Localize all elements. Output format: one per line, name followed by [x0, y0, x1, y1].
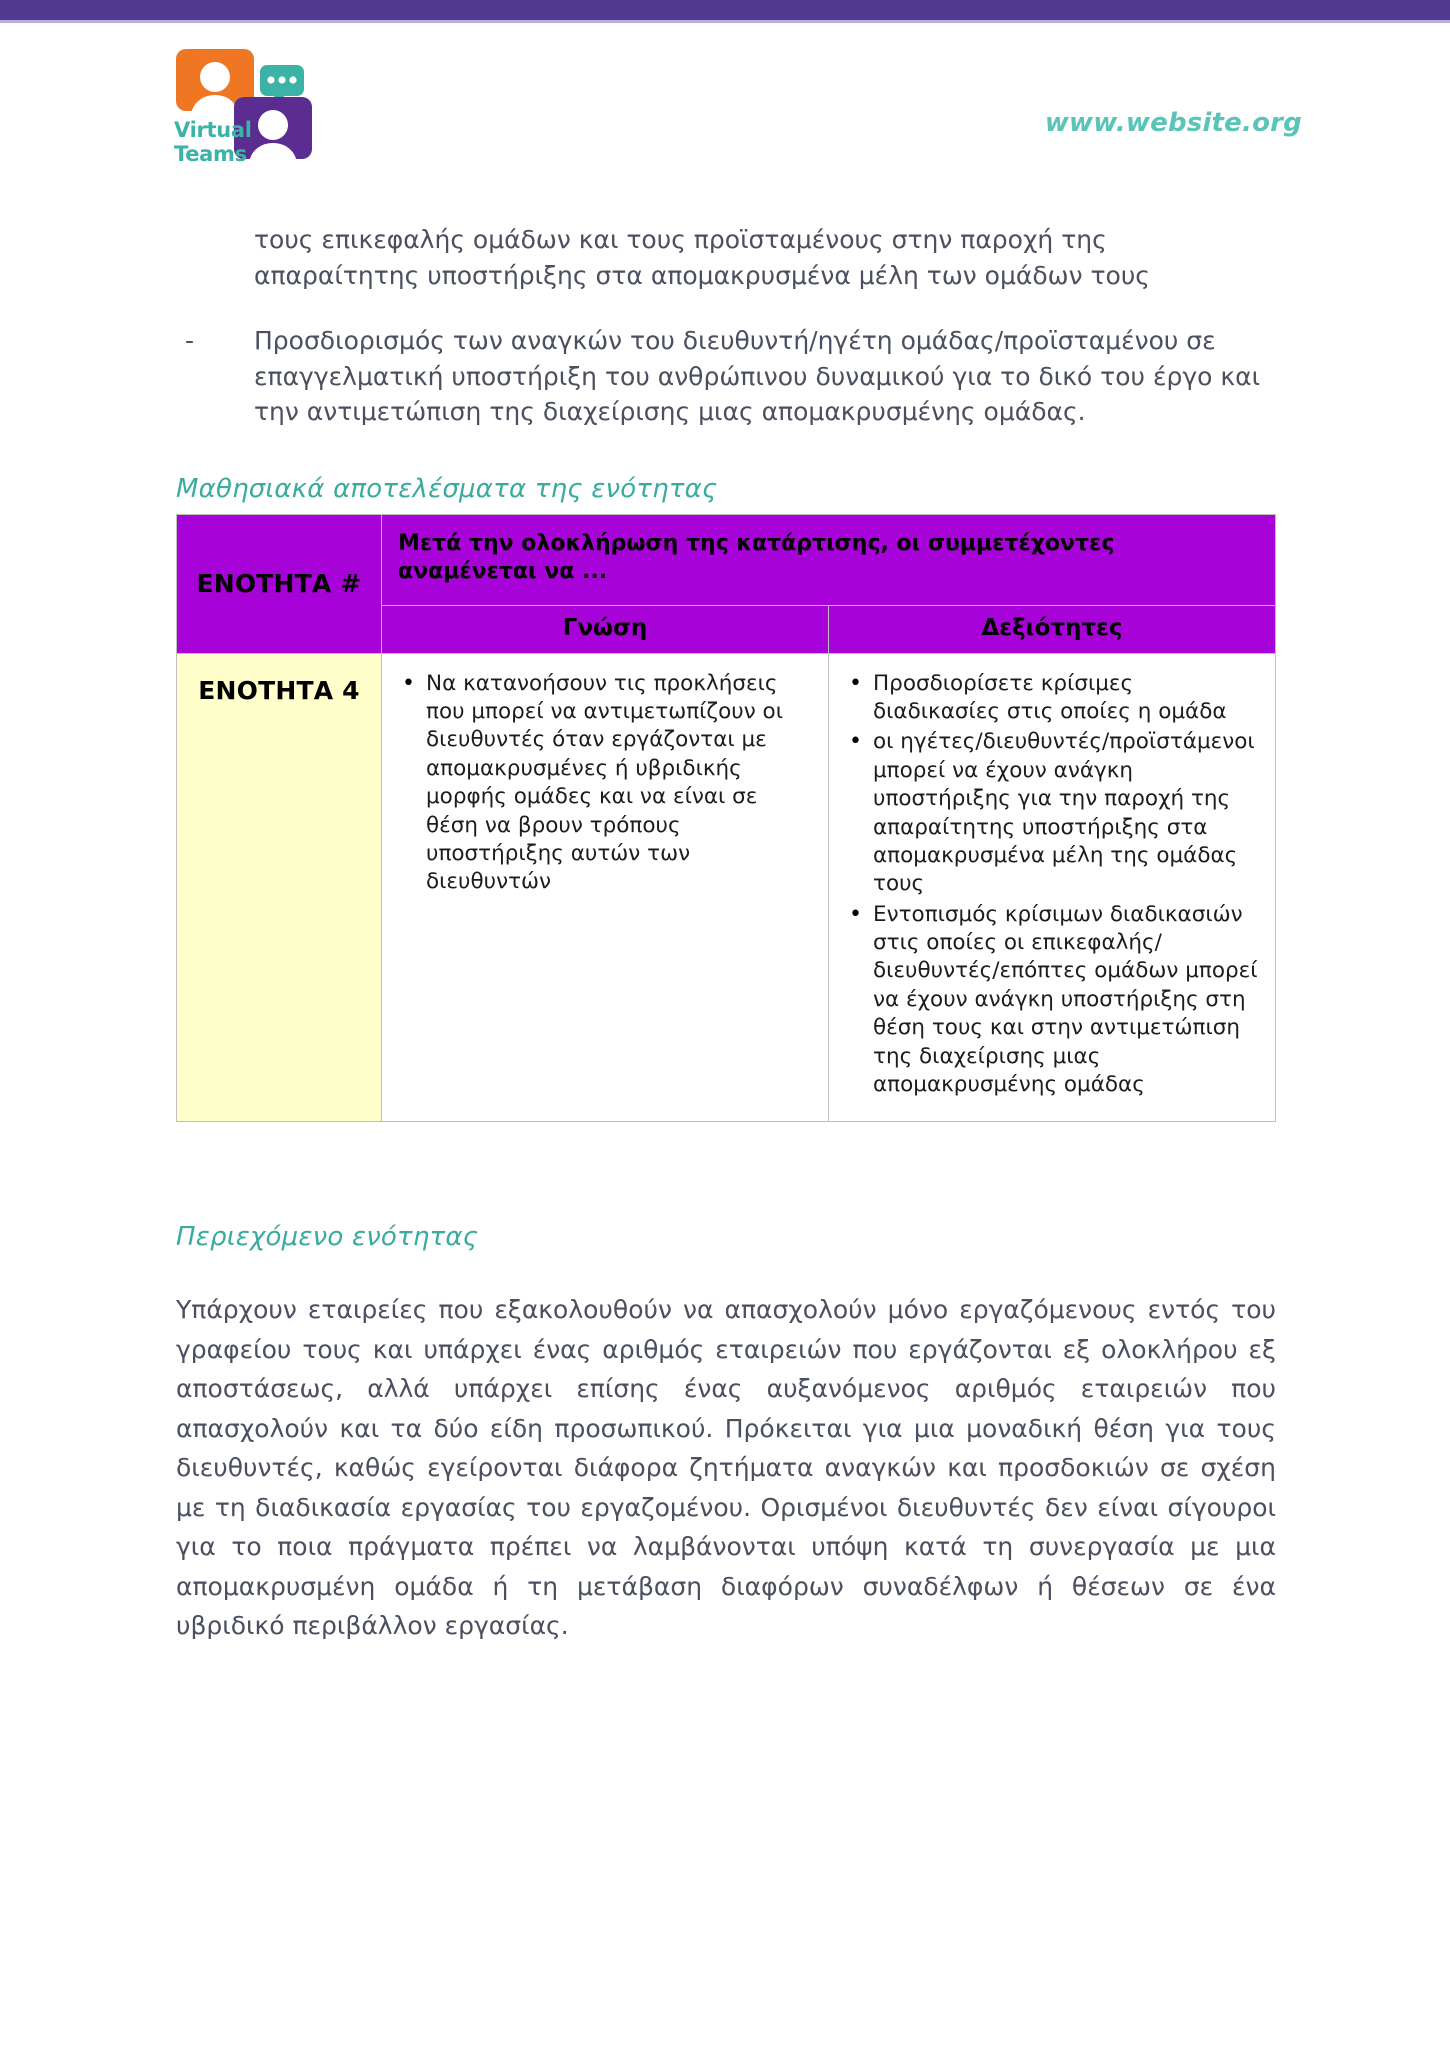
table-header-row — [177, 514, 1276, 605]
knowledge-bullet-list — [394, 670, 816, 897]
list-item: • Να κατανοήσουν τις προκλήσεις που μπορεί να αντιμετωπίζουν οι διευθυντές όταν εργάζονται με απομακρυσμένες ή υβριδικής μορφής ομάδες και να είναι σε θέση να βρουν τρόπους υποστήριξης αυτών των διευθυντών — [424, 670, 816, 897]
table-row — [177, 653, 1276, 1122]
intro-item-text: Προσδιορισμός των αναγκών του διευθυντή/ηγέτη ομάδας/προϊσταμένου σε επαγγελματική υποστήριξη του ανθρώπινου δυναμικού για το δικό του έργο και την αντιμετώπιση της διαχείρισης μιας απομακρυσμένης ομάδας. — [254, 326, 1261, 426]
page-header — [0, 23, 1450, 178]
skills-bullet-list — [841, 670, 1263, 1100]
logo-wordmark — [174, 119, 294, 166]
intro-continuation-paragraph: τους επικεφαλής ομάδων και τους προϊσταμένους στην παροχή της απαραίτητης υποστήριξης στα απομακρυσμένα μέλη των ομάδων τους — [254, 225, 1150, 290]
module-content-heading: Περιεχόμενο ενότητας — [176, 1222, 479, 1253]
list-item: • Εντοπισμός κρίσιμων διαδικασιών στις οποίες οι επικεφαλής/διευθυντές/επόπτες ομάδων μπορεί να έχουν ανάγκη υποστήριξης στη θέση τους και στην αντιμετώπιση της διαχείρισης μιας απομακρυσμένης ομάδας — [871, 901, 1263, 1100]
list-item — [176, 323, 1276, 430]
learning-outcomes-heading: Μαθησιακά αποτελέσματα της ενότητας — [176, 473, 718, 504]
unit-label-cell: ΕΝΟΤΗΤΑ 4 — [177, 653, 382, 1122]
module-content-paragraph: Υπάρχουν εταιρείες που εξακολουθούν να απασχολούν μόνο εργαζόμενους εντός του γραφείου τους και υπάρχει ένας αριθμός εταιρειών που εργάζονται εξ ολοκλήρου εξ αποστάσεως, αλλά υπάρχει επίσης ένας αυξανόμενος αριθμός εταιρειών που απασχολούν και τα δύο είδη προσωπικού. Πρόκειται για μια μοναδική θέση για τους διευθυντές, καθώς εγείρονται διάφορα ζητήματα αναγκών και προσδοκιών σε σχέση με τη διαδικασία εργασίας του εργαζομένου. Ορισμένοι διευθυντές δεν είναι σίγουροι για το ποια πράγματα πρέπει να λαμβάνονται υπόψη κατά τη συνεργασία με μια απομακρυσμένη ομάδα ή τη μετάβαση διαφόρων συναδέλφων ή θέσεων σε ένα υβριδικό περιβάλλον εργασίας. — [176, 1295, 1276, 1641]
logo-word-line1: Virtual — [174, 118, 252, 142]
intro-block — [176, 222, 1276, 430]
header-knowledge-cell: Γνώση — [382, 605, 829, 653]
list-item: • Προσδιορίσετε κρίσιμες διαδικασίες στις οποίες η ομάδα — [871, 670, 1263, 727]
logo-word-line2: Teams — [174, 141, 247, 166]
dash-bullet-marker: - — [185, 326, 195, 355]
header-expectation-cell: Μετά την ολοκλήρωση της κατάρτισης, οι συμμετέχοντες αναμένεται να ... — [382, 514, 1276, 605]
header-unit-cell: ΕΝΟΤΗΤΑ # — [177, 514, 382, 653]
page-content — [176, 222, 1276, 1646]
virtual-teams-logo — [172, 41, 362, 176]
learning-outcomes-table — [176, 514, 1276, 1123]
website-url: www.website.org — [1044, 108, 1302, 138]
list-item: • οι ηγέτες/διευθυντές/προϊστάμενοι μπορεί να έχουν ανάγκη υποστήριξης για την παροχή της απαραίτητης υποστήριξης στα απομακρυσμένα μέλη της ομάδας τους — [871, 728, 1263, 898]
skills-cell — [829, 653, 1276, 1122]
module-content-section — [176, 1222, 1276, 1646]
header-skills-cell: Δεξιότητες — [829, 605, 1276, 653]
top-purple-band — [0, 0, 1450, 20]
knowledge-cell — [382, 653, 829, 1122]
